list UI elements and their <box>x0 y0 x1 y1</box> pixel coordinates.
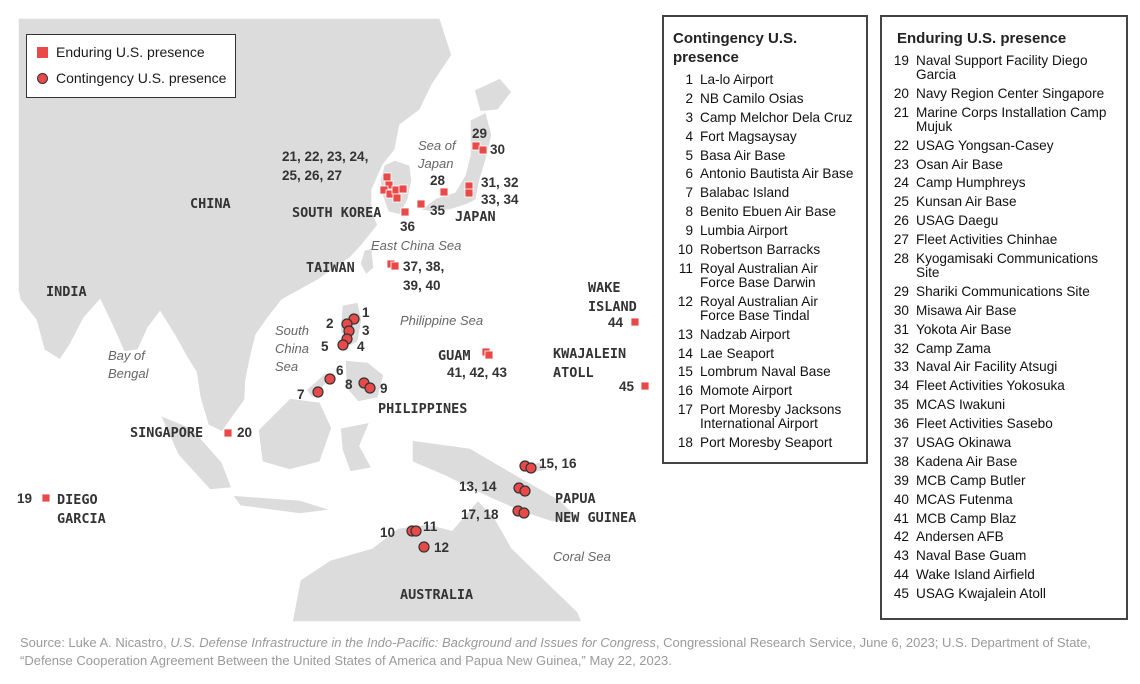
enduring-item-number: 19 <box>893 53 909 68</box>
map-label-n3334: 33, 34 <box>481 192 519 207</box>
enduring-item-number: 30 <box>893 302 909 318</box>
source-title: U.S. Defense Infrastructure in the Indo-Pacific: Background and Issues for Congress <box>170 635 656 650</box>
enduring-list <box>889 54 1118 601</box>
enduring-item <box>889 436 1118 450</box>
source-prefix: Source: Luke A. Nicastro, <box>20 635 171 650</box>
contingency-item-number: 8 <box>685 204 693 220</box>
enduring-item-number: 44 <box>893 567 909 583</box>
enduring-item-name: Naval Base Guam <box>916 548 1027 564</box>
contingency-item <box>673 130 856 144</box>
enduring-item-number: 25 <box>893 194 909 210</box>
contingency-marker <box>526 463 536 473</box>
enduring-item <box>889 474 1118 488</box>
enduring-item <box>889 176 1118 190</box>
contingency-marker <box>411 526 421 536</box>
contingency-item-name: Camp Melchor Dela Cruz <box>700 109 853 125</box>
enduring-item-name: Fleet Activities Chinhae <box>916 232 1058 248</box>
enduring-marker <box>479 146 487 154</box>
java-land <box>232 495 332 514</box>
map-label-n36: 36 <box>400 219 416 234</box>
contingency-item-number: 5 <box>685 147 693 163</box>
enduring-item <box>889 455 1118 469</box>
map-label-n8: 8 <box>345 377 353 392</box>
enduring-item-name: Marine Corps Installation Camp Mujuk <box>916 104 1107 134</box>
enduring-item-number: 22 <box>893 137 909 153</box>
contingency-item-name: La-lo Airport <box>700 72 774 87</box>
contingency-marker <box>520 486 530 496</box>
legend-contingency <box>37 70 226 86</box>
map-label-singapore: SINGAPORE <box>130 425 204 441</box>
map-label-china: CHINA <box>190 196 231 212</box>
enduring-item-name: Fleet Activities Sasebo <box>916 416 1053 432</box>
map-legend <box>26 34 236 98</box>
map-label-east-china: East China Sea <box>371 238 462 253</box>
contingency-item <box>673 224 856 238</box>
contingency-item-name: Lumbia Airport <box>700 223 788 239</box>
enduring-marker <box>417 200 425 208</box>
enduring-item-number: 28 <box>893 251 909 267</box>
map-label-n1: 1 <box>362 305 370 320</box>
enduring-item <box>889 587 1118 601</box>
enduring-item <box>889 530 1118 544</box>
enduring-item-name: USAG Kwajalein Atoll <box>916 586 1046 602</box>
enduring-item-name: Andersen AFB <box>916 529 1004 545</box>
enduring-item-number: 40 <box>893 491 909 507</box>
enduring-marker <box>42 494 50 502</box>
enduring-item <box>889 252 1118 280</box>
map-label-n35: 35 <box>430 203 446 218</box>
enduring-item-name: Misawa Air Base <box>916 302 1017 318</box>
enduring-marker <box>224 429 232 437</box>
map-label-n5: 5 <box>321 339 329 354</box>
enduring-marker <box>383 173 391 181</box>
map-label-n3740: 37, 38, 39, 40 <box>403 259 445 293</box>
contingency-marker <box>519 508 529 518</box>
enduring-item-name: MCB Camp Butler <box>916 472 1026 488</box>
enduring-item-name: Kadena Air Base <box>916 453 1018 469</box>
enduring-item-name: Kunsan Air Base <box>916 194 1017 210</box>
enduring-marker <box>393 194 401 202</box>
map-label-south-korea: SOUTH KOREA <box>292 205 382 221</box>
enduring-item <box>889 417 1118 431</box>
map-label-n44: 44 <box>608 315 624 330</box>
contingency-item <box>673 73 856 87</box>
enduring-marker <box>465 189 473 197</box>
contingency-item-number: 4 <box>685 128 693 144</box>
map-label-n2: 2 <box>326 316 334 331</box>
map-label-n4143: 41, 42, 43 <box>447 365 508 380</box>
enduring-item-number: 41 <box>893 510 909 526</box>
enduring-item-name: Kyogamisaki Communications Site <box>916 251 1099 281</box>
contingency-marker <box>313 387 323 397</box>
contingency-panel-title: Contingency U.S. presence <box>673 30 798 66</box>
map-label-philippines: PHILIPPINES <box>378 401 468 417</box>
enduring-item-number: 27 <box>893 232 909 248</box>
contingency-item-number: 11 <box>678 260 693 276</box>
map-label-n4: 4 <box>357 339 365 354</box>
contingency-item <box>673 205 856 219</box>
contingency-item <box>673 186 856 200</box>
map-label-japan: JAPAN <box>455 209 496 225</box>
legend-contingency-label: Contingency U.S. presence <box>56 70 227 86</box>
enduring-item-name: Naval Air Facility Atsugi <box>916 359 1058 375</box>
contingency-item-number: 17 <box>677 402 693 418</box>
contingency-item-name: Royal Australian Air Force Base Darwin <box>700 260 818 290</box>
contingency-item-number: 13 <box>677 326 693 342</box>
enduring-item-name: Naval Support Facility Diego Garcia <box>916 53 1088 82</box>
enduring-marker <box>391 262 399 270</box>
contingency-item <box>673 295 856 323</box>
contingency-circle-icon <box>37 73 48 84</box>
contingency-item-number: 12 <box>677 293 693 309</box>
enduring-item-name: Camp Zama <box>916 340 991 356</box>
enduring-item-name: USAG Yongsan-Casey <box>916 137 1054 153</box>
contingency-item <box>673 167 856 181</box>
contingency-item-number: 10 <box>677 242 693 258</box>
contingency-item <box>673 436 856 450</box>
map-label-sea-japan: Sea of Japan <box>418 138 456 171</box>
source-suffix: , Congressional Research Service, June 6, 2023; U.S. Department of State, “Defense Cooperation Agreement Between the United States of America and Papua New Guinea,” May 22, 2023. <box>20 635 1091 668</box>
contingency-item <box>673 243 856 257</box>
map-label-n12: 12 <box>434 540 450 555</box>
enduring-item-number: 43 <box>893 548 909 564</box>
contingency-item-number: 14 <box>677 345 693 361</box>
enduring-marker <box>631 318 639 326</box>
contingency-item-number: 3 <box>685 109 693 125</box>
contingency-item-number: 15 <box>677 364 693 380</box>
contingency-item-number: 16 <box>677 383 693 399</box>
map-label-n19: 19 <box>17 491 33 506</box>
map-label-n1718: 17, 18 <box>461 507 499 522</box>
enduring-item <box>889 106 1118 134</box>
enduring-item <box>889 285 1118 299</box>
contingency-list <box>673 73 856 450</box>
map-label-n45: 45 <box>619 379 635 394</box>
enduring-item-name: Osan Air Base <box>916 156 1003 172</box>
enduring-item-name: Yokota Air Base <box>916 321 1012 337</box>
enduring-item-name: USAG Okinawa <box>916 435 1012 451</box>
contingency-panel <box>662 15 868 464</box>
map-label-wake: WAKE ISLAND <box>588 280 637 315</box>
enduring-marker <box>485 351 493 359</box>
contingency-item-number: 18 <box>677 435 693 451</box>
enduring-item <box>889 398 1118 412</box>
contingency-item <box>673 347 856 361</box>
enduring-item <box>889 342 1118 356</box>
contingency-item-name: Fort Magsaysay <box>700 128 797 144</box>
enduring-marker <box>399 185 407 193</box>
map-label-n7: 7 <box>297 387 305 402</box>
contingency-item-name: Benito Ebuen Air Base <box>700 204 837 220</box>
enduring-item <box>889 214 1118 228</box>
map-label-n2930a: 29 <box>472 126 488 141</box>
map-label-n6: 6 <box>336 363 344 378</box>
contingency-marker <box>419 542 429 552</box>
enduring-item-name: Camp Humphreys <box>916 175 1026 191</box>
contingency-item <box>673 403 856 431</box>
enduring-item <box>889 568 1118 582</box>
enduring-item-number: 32 <box>893 340 909 356</box>
map-label-bengal: Bay of Bengal <box>108 348 149 381</box>
contingency-marker <box>338 340 348 350</box>
enduring-item-number: 21 <box>893 104 909 120</box>
enduring-item-name: MCAS Futenma <box>916 491 1013 507</box>
enduring-item-number: 24 <box>893 175 909 191</box>
enduring-item <box>889 139 1118 153</box>
enduring-marker <box>401 208 409 216</box>
contingency-item-name: Lombrum Naval Base <box>700 364 831 380</box>
contingency-item <box>673 365 856 379</box>
contingency-item <box>673 111 856 125</box>
enduring-item-number: 33 <box>893 359 909 375</box>
map-label-diego: DIEGO GARCIA <box>57 492 106 527</box>
contingency-item-name: Basa Air Base <box>700 147 786 163</box>
contingency-item-number: 1 <box>685 72 693 87</box>
contingency-item-name: Robertson Barracks <box>700 242 821 258</box>
enduring-item-name: MCB Camp Blaz <box>916 510 1017 526</box>
map-label-png: PAPUA NEW GUINEA <box>555 491 637 526</box>
contingency-marker <box>325 374 335 384</box>
enduring-square-icon <box>37 47 48 58</box>
enduring-item <box>889 195 1118 209</box>
enduring-item <box>889 323 1118 337</box>
enduring-item-number: 42 <box>893 529 909 545</box>
map-label-philippine-sea: Philippine Sea <box>400 313 484 328</box>
enduring-item-number: 23 <box>893 156 909 172</box>
borneo-land <box>258 398 332 470</box>
enduring-marker <box>641 382 649 390</box>
enduring-item-number: 38 <box>893 453 909 469</box>
enduring-item <box>889 87 1118 101</box>
map-label-n3132: 31, 32 <box>481 175 519 190</box>
enduring-item <box>889 360 1118 374</box>
contingency-item-name: Port Moresby Seaport <box>700 435 833 451</box>
enduring-item-number: 34 <box>893 378 909 394</box>
legend-enduring <box>37 44 205 60</box>
enduring-item <box>889 54 1118 82</box>
contingency-item-number: 9 <box>685 223 693 239</box>
map-label-n3: 3 <box>362 323 370 338</box>
map-label-australia: AUSTRALIA <box>400 587 474 603</box>
contingency-marker <box>365 383 375 393</box>
enduring-item-number: 45 <box>893 586 909 602</box>
legend-enduring-label: Enduring U.S. presence <box>56 44 205 60</box>
contingency-item <box>673 92 856 106</box>
enduring-item-name: MCAS Iwakuni <box>916 397 1006 413</box>
enduring-item-name: Navy Region Center Singapore <box>916 85 1105 101</box>
map-label-coral: Coral Sea <box>553 549 611 564</box>
enduring-item-number: 35 <box>893 397 909 413</box>
map-label-n10: 10 <box>380 525 396 540</box>
enduring-item-number: 36 <box>893 416 909 432</box>
contingency-item-name: Antonio Bautista Air Base <box>700 166 854 182</box>
enduring-item <box>889 304 1118 318</box>
enduring-item-number: 29 <box>893 283 909 299</box>
contingency-item <box>673 149 856 163</box>
enduring-panel-title: Enduring U.S. presence <box>897 30 1067 47</box>
enduring-item <box>889 549 1118 563</box>
hokkaido-land <box>474 78 512 112</box>
enduring-item-name: Shariki Communications Site <box>916 283 1090 299</box>
enduring-panel <box>880 15 1128 620</box>
map-label-n21: 21, 22, 23, 24, 25, 26, 27 <box>282 149 369 183</box>
map-label-taiwan: TAIWAN <box>306 260 355 276</box>
map-label-guam: GUAM <box>438 348 471 364</box>
map-label-n1314: 13, 14 <box>459 479 497 494</box>
contingency-item-name: Nadzab Airport <box>700 326 790 342</box>
contingency-item-name: Lae Seaport <box>700 345 775 361</box>
enduring-item <box>889 233 1118 247</box>
contingency-item-number: 6 <box>685 166 693 182</box>
enduring-item-name: Wake Island Airfield <box>916 567 1035 583</box>
enduring-item <box>889 379 1118 393</box>
enduring-item-number: 26 <box>893 213 909 229</box>
source-note <box>20 634 1120 670</box>
contingency-item-number: 7 <box>685 185 693 201</box>
contingency-item <box>673 384 856 398</box>
enduring-marker <box>440 188 448 196</box>
map-label-n1516: 15, 16 <box>539 456 577 471</box>
enduring-item <box>889 493 1118 507</box>
contingency-item <box>673 262 856 290</box>
map-label-n20: 20 <box>237 425 253 440</box>
enduring-item-name: Fleet Activities Yokosuka <box>916 378 1065 394</box>
contingency-item-number: 2 <box>685 90 693 106</box>
sulawesi-land <box>340 422 372 472</box>
contingency-item <box>673 328 856 342</box>
enduring-item-number: 39 <box>893 472 909 488</box>
contingency-item-name: Port Moresby Jacksons International Airport <box>700 402 842 432</box>
map-label-south-china: South China Sea <box>275 323 309 374</box>
enduring-item-number: 20 <box>893 85 909 101</box>
map-label-n28: 28 <box>430 173 446 188</box>
map-label-n9: 9 <box>380 381 388 396</box>
land-masses <box>18 18 582 622</box>
contingency-item-name: Momote Airport <box>700 383 793 399</box>
map-label-n2930b: 30 <box>490 142 506 157</box>
enduring-item-number: 31 <box>893 321 909 337</box>
enduring-item-name: USAG Daegu <box>916 213 999 229</box>
map-label-n11: 11 <box>423 519 438 534</box>
enduring-item-number: 37 <box>893 435 909 451</box>
contingency-item-name: Royal Australian Air Force Base Tindal <box>700 293 818 323</box>
map-label-india: INDIA <box>46 284 87 300</box>
contingency-item-name: Balabac Island <box>700 185 790 201</box>
contingency-item-name: NB Camilo Osias <box>700 90 804 106</box>
map-label-kwajalein: KWAJALEIN ATOLL <box>553 346 627 381</box>
enduring-item <box>889 158 1118 172</box>
enduring-item <box>889 512 1118 526</box>
